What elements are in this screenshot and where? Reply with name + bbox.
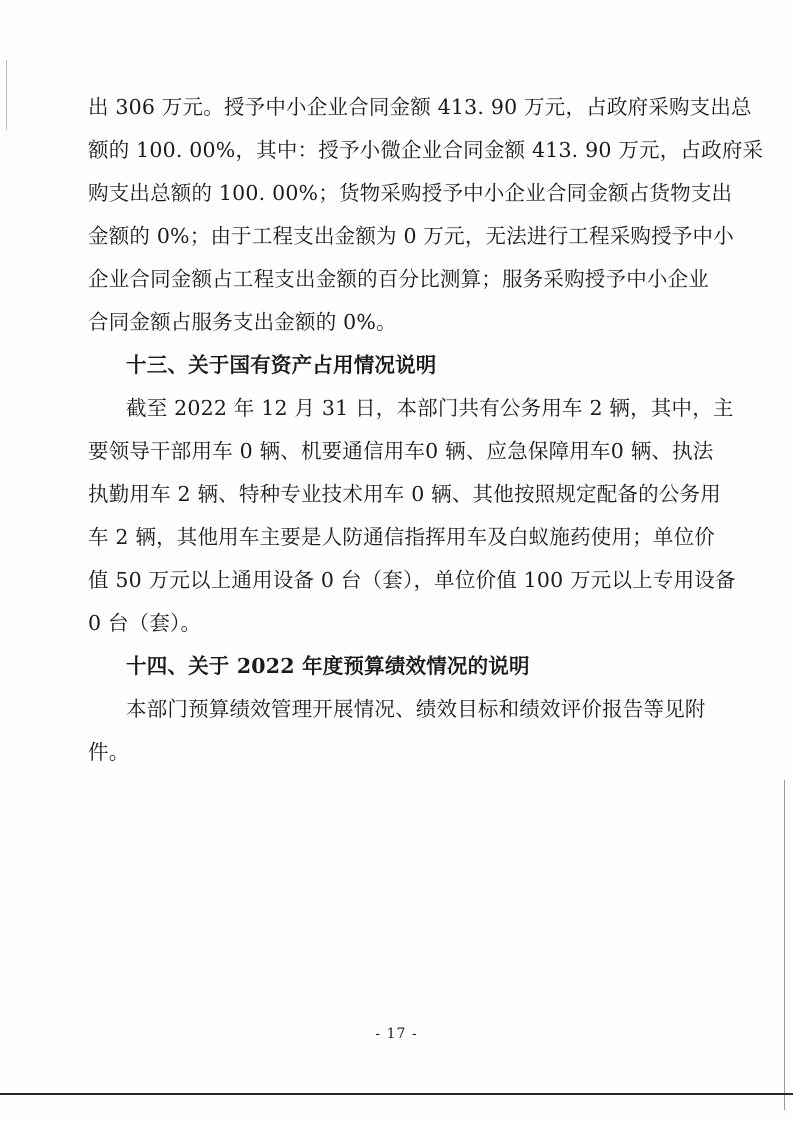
paragraph-line: 金额的 0%；由于工程支出金额为 0 万元，无法进行工程采购授予中小 bbox=[88, 224, 734, 248]
paragraph-line: 额的 100. 00%，其中：授予小微企业合同金额 413. 90 万元，占政府采 bbox=[88, 138, 764, 162]
page-number: - 17 - bbox=[375, 1026, 418, 1042]
paragraph-line: 企业合同金额占工程支出金额的百分比测算；服务采购授予中小企业 bbox=[88, 267, 709, 291]
paragraph-line: 要领导干部用车 0 辆、机要通信用车0 辆、应急保障用车0 辆、执法 bbox=[88, 439, 714, 463]
scan-edge-right bbox=[784, 780, 785, 1110]
paragraph-line: 车 2 辆，其他用车主要是人防通信指挥用车及白蚁施药使用；单位价 bbox=[88, 525, 715, 549]
paragraph-line: 本部门预算绩效管理开展情况、绩效目标和绩效评价报告等见附 bbox=[126, 697, 706, 721]
bottom-rule bbox=[0, 1093, 793, 1095]
paragraph-line: 购支出总额的 100. 00%；货物采购授予中小企业合同金额占货物支出 bbox=[88, 181, 733, 205]
paragraph-line: 出 306 万元。授予中小企业合同金额 413. 90 万元，占政府采购支出总 bbox=[88, 95, 752, 119]
paragraph-line: 件。 bbox=[88, 740, 130, 764]
paragraph-line: 0 台（套）。 bbox=[88, 611, 202, 635]
paragraph-line: 执勤用车 2 辆、特种专业技术用车 0 辆、其他按照规定配备的公务用 bbox=[88, 482, 721, 506]
scan-edge-mark bbox=[6, 60, 7, 130]
section-13-heading: 十三、关于国有资产占用情况说明 bbox=[126, 353, 437, 377]
paragraph-line: 值 50 万元以上通用设备 0 台（套），单位价值 100 万元以上专用设备 bbox=[88, 568, 736, 592]
paragraph-line: 截至 2022 年 12 月 31 日，本部门共有公务用车 2 辆，其中，主 bbox=[126, 396, 734, 420]
paragraph-line: 合同金额占服务支出金额的 0%。 bbox=[88, 310, 397, 334]
section-14-heading: 十四、关于 2022 年度预算绩效情况的说明 bbox=[126, 654, 530, 678]
